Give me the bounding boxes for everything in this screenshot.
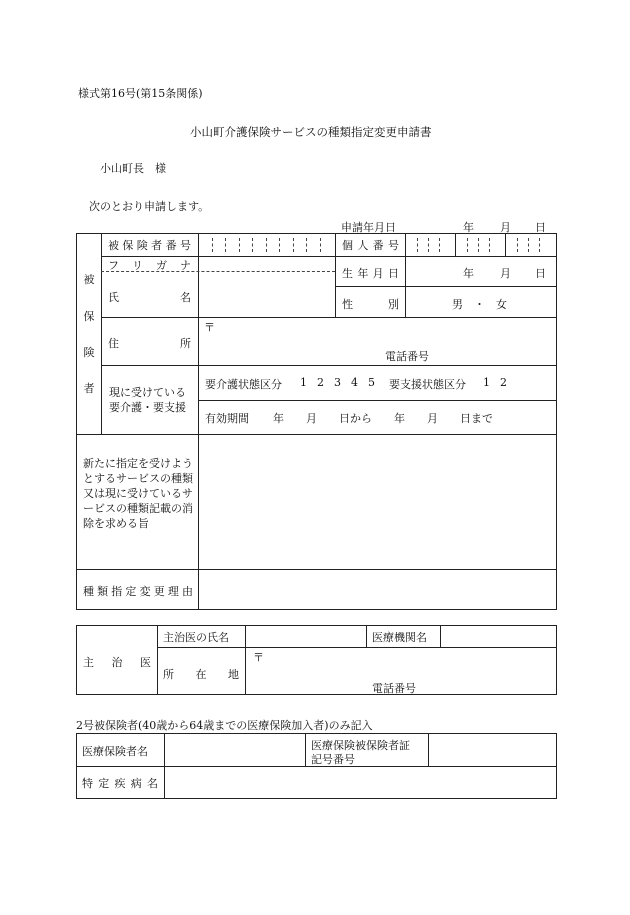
furigana-input[interactable] (199, 257, 334, 271)
label-char: 由 (181, 585, 193, 598)
label-char: 険 (136, 239, 148, 252)
insurer-name-input[interactable] (165, 734, 304, 765)
label-char: 年 (357, 267, 369, 280)
gender-label (342, 296, 399, 312)
label-char: 所 (180, 337, 191, 350)
care-level-label: 要介護状態区分 (205, 378, 282, 391)
birthdate-label (342, 265, 399, 281)
name-label (108, 289, 191, 305)
institution-input[interactable] (441, 626, 556, 646)
furigana-label (108, 257, 191, 273)
label-char: 特 (82, 777, 93, 790)
doctor-name-label: 主治医の氏名 (163, 631, 229, 644)
care-level-option[interactable]: 4 (351, 376, 358, 389)
label-char: 定 (125, 585, 137, 598)
insurer-name-label: 医療保険者名 (82, 745, 148, 758)
reason-label (83, 583, 193, 599)
insured-number-label (108, 237, 191, 253)
postal-mark: 〒 (253, 651, 264, 664)
label-char: 主 (83, 656, 94, 669)
addressee: 小山町長 様 (100, 162, 166, 175)
postal-mark: 〒 (204, 321, 215, 334)
label-char: ナ (180, 259, 191, 272)
label-char: 種 (83, 585, 94, 598)
label-char: フ (108, 259, 119, 272)
disease-name-label (82, 775, 158, 791)
side-char: 者 (83, 382, 95, 395)
insured-card-number-input[interactable] (429, 734, 556, 765)
side-char: 保 (83, 310, 95, 323)
label-char: 者 (151, 239, 163, 252)
date-month-label: 月 (500, 221, 511, 234)
insured-card-label-2: 記号番号 (311, 753, 355, 766)
label-char: 治 (111, 656, 123, 669)
birthdate-input[interactable] (406, 257, 556, 285)
new-designation-label: 新たに指定を受けようとするサービスの種類又は現に受けているサービスの種類記載の消除を求める旨 (83, 457, 193, 530)
birth-day-label: 日 (535, 267, 546, 280)
label-char: 定 (98, 777, 110, 790)
label-char: 更 (153, 585, 165, 598)
care-level-option[interactable]: 5 (368, 376, 375, 389)
birth-year-label: 年 (463, 267, 474, 280)
validity-period[interactable]: 年 月 日から 年 月 日まで (273, 412, 493, 425)
label-char: 住 (108, 337, 119, 350)
side-char: 険 (83, 346, 95, 359)
intro-text: 次のとおり申請します。 (89, 200, 210, 213)
label-char: 月 (372, 267, 384, 280)
label-char: 号 (179, 239, 191, 252)
label-char: 疾 (114, 777, 126, 790)
label-char: 理 (167, 585, 179, 598)
label-char: 所 (163, 668, 174, 681)
doctor-side-label (83, 654, 151, 670)
support-level-label: 要支援状態区分 (389, 378, 466, 391)
birth-month-label: 月 (500, 267, 511, 280)
label-char: 人 (357, 239, 369, 252)
label-char: 番 (165, 239, 177, 252)
support-level-option[interactable]: 1 (483, 376, 490, 389)
label-char: 別 (388, 298, 399, 311)
form-number: 様式第16号(第15条関係) (78, 87, 203, 100)
secondary-insured-note: 2号被保険者(40歳から64歳までの医療保険加入者)のみ記入 (76, 719, 373, 732)
current-care-label-2: 要介護・要支援 (109, 401, 186, 414)
individual-number-field[interactable] (406, 234, 556, 256)
application-date-label: 申請年月日 (341, 221, 396, 234)
label-char: 日 (387, 267, 399, 280)
support-level-option[interactable]: 2 (500, 376, 507, 389)
page-title: 小山町介護保険サービスの種類指定変更申請書 (190, 125, 432, 139)
location-label (163, 666, 239, 682)
label-char: 番 (372, 239, 384, 252)
label-char: 変 (139, 585, 151, 598)
label-char: 性 (342, 298, 353, 311)
label-char: 医 (140, 656, 151, 669)
care-level-option[interactable]: 2 (317, 376, 324, 389)
doctor-phone-label: 電話番号 (372, 682, 416, 695)
current-care-label-1: 現に受けている (109, 386, 186, 399)
label-char: 号 (387, 239, 399, 252)
care-level-option[interactable]: 1 (300, 376, 307, 389)
label-char: 保 (122, 239, 134, 252)
insured-number-field[interactable] (199, 234, 334, 256)
phone-label: 電話番号 (385, 350, 429, 363)
label-char: 地 (228, 668, 239, 681)
label-char: 被 (108, 239, 119, 252)
address-label (108, 335, 191, 351)
address-input[interactable] (199, 318, 556, 364)
label-char: 在 (195, 668, 207, 681)
care-level-option[interactable]: 3 (334, 376, 341, 389)
date-year-label: 年 (463, 221, 474, 234)
gender-options[interactable]: 男 ・ 女 (452, 298, 507, 311)
label-char: 類 (97, 585, 109, 598)
label-char: リ (132, 259, 143, 272)
insured-card-label-1: 医療保険被保険者証 (311, 739, 410, 752)
label-char: 病 (130, 777, 142, 790)
label-char: 生 (342, 267, 353, 280)
date-day-label: 日 (535, 221, 546, 234)
label-char: 指 (111, 585, 123, 598)
validity-label: 有効期間 (205, 412, 249, 425)
label-char: 名 (180, 291, 191, 304)
individual-number-label (342, 237, 399, 253)
side-char: 被 (83, 273, 95, 286)
doctor-name-input[interactable] (246, 626, 365, 646)
label-char: 氏 (108, 291, 119, 304)
label-char: 名 (147, 777, 158, 790)
name-input[interactable] (199, 272, 334, 316)
label-char: 個 (342, 239, 353, 252)
new-designation-input[interactable] (199, 435, 556, 568)
doctor-address-input[interactable] (246, 648, 556, 694)
disease-name-input[interactable] (165, 767, 556, 798)
reason-input[interactable] (199, 570, 556, 609)
label-char: ガ (156, 259, 167, 272)
institution-label: 医療機関名 (372, 631, 427, 644)
